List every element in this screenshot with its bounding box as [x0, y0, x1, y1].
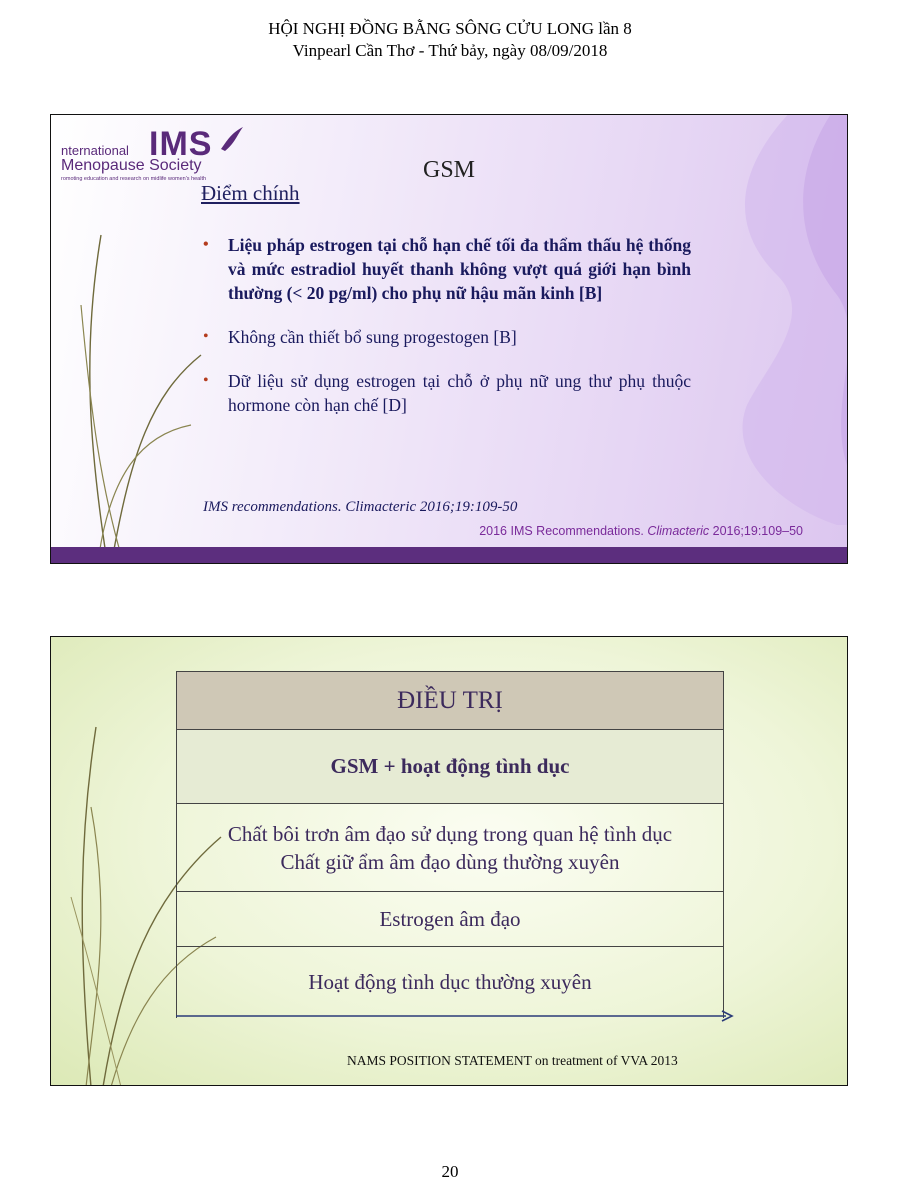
list-item [203, 325, 691, 349]
decorative-grass-lines [51, 155, 211, 555]
page-number: 20 [441, 1162, 459, 1181]
row-text: Hoạt động tình dục thường xuyên [308, 970, 592, 994]
logo-international-text: nternational [61, 143, 129, 158]
slide-title: GSM [422, 157, 476, 183]
slide-gsm-key-points [50, 114, 848, 564]
bullet-text: Dữ liệu sử dụng estrogen tại chỗ ở phụ nữ ung thư phụ thuộc hormone còn hạn chế [D] [228, 371, 691, 415]
citation-bottom-prefix: 2016 IMS Recommendations. [479, 524, 648, 538]
citation-italic: IMS recommendations. Climacteric 2016;19:109-50 [203, 499, 518, 515]
logo-ims-text: IMS [149, 125, 213, 163]
logo-tagline: romoting education and research on midlife women's health [61, 176, 207, 182]
row-text-line-1: Chất bôi trơn âm đạo sử dụng trong quan hệ tình dục [227, 821, 673, 846]
logo-menopause-society-text: Menopause Society [61, 157, 202, 174]
table-subheader [176, 729, 724, 803]
table-row [176, 891, 724, 946]
citation-bottom-suffix: 2016;19:109–50 [709, 524, 803, 538]
citation: NAMS POSITION STATEMENT on treatment of VVA 2013 [347, 1053, 678, 1068]
row-text: Estrogen âm đạo [379, 906, 521, 931]
key-points-list [203, 233, 691, 437]
table-header [176, 671, 724, 729]
table-row [176, 803, 724, 891]
slide-bottom-bar [51, 547, 847, 563]
slide-subtitle: Điểm chính [201, 181, 300, 205]
row-text-line-2: Chất giữ ẩm âm đạo dùng thường xuyên [280, 849, 620, 874]
arrow-right-icon [176, 1009, 736, 1023]
table-header-text: ĐIỀU TRỊ [397, 686, 503, 714]
slide-treatment-table [50, 636, 848, 1086]
citation-bottom-journal: Climacteric [647, 524, 710, 538]
header-line-2: Vinpearl Cần Thơ - Thứ bảy, ngày 08/09/2018 [292, 41, 608, 60]
bullet-dot-icon: • [203, 236, 209, 253]
bullet-dot-icon: • [203, 328, 209, 345]
treatment-table [176, 671, 724, 1018]
header-line-1: HỘI NGHỊ ĐỒNG BẰNG SÔNG CỬU LONG lần 8 [268, 19, 632, 38]
page-header [0, 18, 900, 62]
logo-flame-icon [217, 123, 247, 153]
list-item [203, 369, 691, 417]
bullet-dot-icon: • [203, 372, 209, 389]
bullet-text: Không cần thiết bổ sung progestogen [B] [228, 327, 517, 347]
table-row [176, 946, 724, 1018]
citation-bottom [479, 524, 803, 538]
list-item [203, 233, 691, 305]
bullet-text: Liệu pháp estrogen tại chỗ hạn chế tối đa thẩm thấu hệ thống và mức estradiol huyết thanh không vượt quá giới hạn bình thường (< 20 pg/ml) cho phụ nữ hậu mãn kinh [B] [228, 235, 691, 303]
table-subheader-text: GSM + hoạt động tình dục [330, 754, 570, 778]
